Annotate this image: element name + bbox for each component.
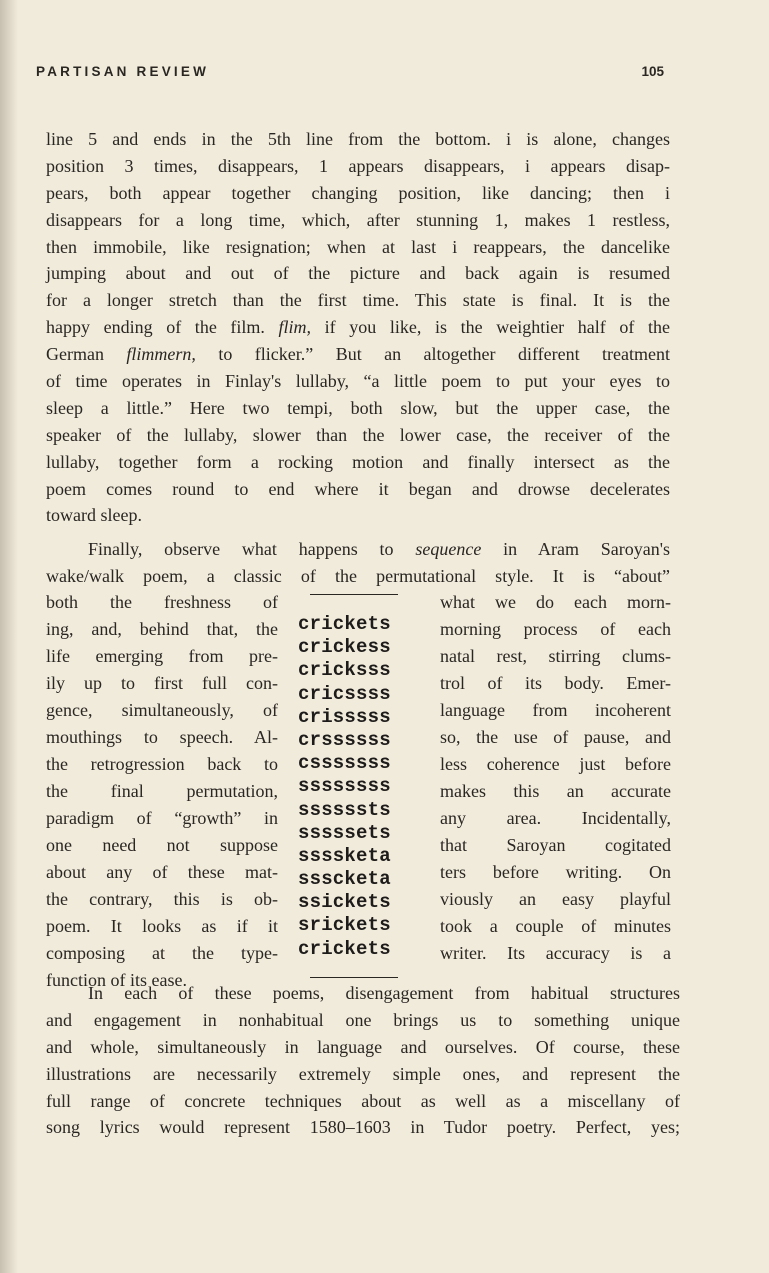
text-fragment: if you like, is the weightier half of the: [311, 317, 670, 338]
page-gutter-shadow: [0, 0, 18, 1273]
text-line: disappears for a long time, which, after stunning 1, makes 1 restless,: [46, 209, 670, 230]
text-line: took a couple of minutes: [440, 916, 671, 936]
poem-line: cricssss: [298, 682, 391, 705]
italic-term: flim,: [278, 317, 312, 338]
text-line: one need not suppose: [46, 835, 278, 855]
text-line: pears, both appear together changing position, like dancing; then i: [46, 182, 670, 203]
poem-line: ssickets: [298, 891, 391, 914]
text-line: trol of its body. Emer-: [440, 673, 671, 693]
text-line: lullaby, together form a rocking motion and finally intersect as the: [46, 451, 670, 472]
text-line: writer. Its accuracy is a: [440, 943, 671, 963]
text-line: speaker of the lullaby, slower than the lower case, the receiver of the: [46, 424, 670, 445]
text-fragment: Finally, observe what happens to: [88, 539, 416, 559]
text-line: and whole, simultaneously in language and ourselves. Of course, these: [46, 1036, 680, 1057]
text-line: both the freshness of: [46, 592, 278, 612]
text-line: ing, and, behind that, the: [46, 619, 278, 639]
journal-title: PARTISAN REVIEW: [36, 64, 210, 79]
text-line: In each of these poems, disengagement from habitual structures: [88, 983, 680, 1003]
text-line: illustrations are necessarily extremely simple ones, and represent the: [46, 1063, 680, 1084]
poem-line: ssscketa: [298, 868, 391, 891]
text-line: position 3 times, disappears, 1 appears disappears, i appears disap-: [46, 155, 670, 176]
text-line: [46, 536, 670, 563]
text-line: less coherence just before: [440, 754, 671, 774]
text-line: about any of these mat-: [46, 862, 278, 882]
text-line: the retrogression back to: [46, 754, 278, 774]
text-line: composing at the type-: [46, 943, 278, 963]
text-line: of time operates in Finlay's lullaby, “a little poem to put your eyes to: [46, 371, 670, 392]
poem-top-rule: [310, 594, 398, 595]
poem-line: ssssssts: [298, 798, 391, 821]
text-fragment: to flicker.” But an altogether different treatment: [195, 344, 671, 365]
italic-term: flimmern,: [126, 344, 196, 365]
text-line: morning process of each: [440, 619, 671, 639]
text-line: makes this an accurate: [440, 781, 671, 801]
poem-line: crickets: [298, 937, 391, 960]
poem-line: sssssets: [298, 821, 391, 844]
text-fragment: happy ending of the film.: [46, 317, 279, 338]
text-line: viously an easy playful: [440, 889, 671, 909]
text-line: gence, simultaneously, of: [46, 700, 278, 720]
text-line: ily up to first full con-: [46, 673, 278, 693]
paragraph-1: [46, 126, 670, 529]
text-line: what we do each morn-: [440, 592, 671, 612]
left-column-text: [46, 589, 278, 994]
poem-line: ssssketa: [298, 844, 391, 867]
paragraph-3: [46, 980, 680, 1141]
text-line: any area. Incidentally,: [440, 808, 671, 828]
text-line: mouthings to speech. Al-: [46, 727, 278, 747]
running-header: [36, 64, 664, 84]
text-line: [46, 341, 670, 368]
text-line: song lyrics would represent 1580–1603 in Tudor poetry. Perfect, yes;: [46, 1117, 680, 1138]
text-fragment: in Aram Saroyan's: [481, 539, 670, 559]
text-line: full range of concrete techniques about as well as a miscellany of: [46, 1090, 680, 1111]
text-line: the contrary, this is ob-: [46, 889, 278, 909]
text-line: poem comes round to end where it began and drowse decelerates: [46, 478, 670, 499]
text-fragment: German: [46, 344, 127, 365]
poem-line: csssssss: [298, 752, 391, 775]
poem-line: cricksss: [298, 659, 391, 682]
text-line: life emerging from pre-: [46, 646, 278, 666]
text-line: function of its ease.: [46, 970, 187, 990]
poem-line: crickess: [298, 636, 391, 659]
poem-line: crssssss: [298, 728, 391, 751]
text-line: ters before writing. On: [440, 862, 671, 882]
text-line: sleep a little.” Here two tempi, both slow, but the upper case, the: [46, 397, 670, 418]
page-number: 105: [641, 64, 664, 79]
text-line: and engagement in nonhabitual one brings us to something unique: [46, 1009, 680, 1030]
text-line: wake/walk poem, a classic of the permutational style. It is “about”: [46, 565, 670, 586]
poem-line: crickets: [298, 613, 391, 635]
text-line: jumping about and out of the picture and back again is resumed: [46, 263, 670, 284]
poem-line: ssssssss: [298, 775, 391, 798]
text-line: that Saroyan cogitated: [440, 835, 671, 855]
text-line: line 5 and ends in the 5th line from the bottom. i is alone, changes: [46, 129, 670, 149]
text-line: language from incoherent: [440, 700, 671, 720]
text-line: [46, 314, 670, 341]
text-line: natal rest, stirring clums-: [440, 646, 671, 666]
text-line: then immobile, like resignation; when at last i reappears, the dancelike: [46, 236, 670, 257]
italic-term: sequence: [415, 539, 482, 559]
right-column-text: [440, 589, 671, 967]
text-line: paradigm of “growth” in: [46, 808, 278, 828]
paragraph-2-intro: [46, 536, 670, 590]
text-line: the final permutation,: [46, 781, 278, 801]
text-line: for a longer stretch than the first time. This state is final. It is the: [46, 290, 670, 311]
text-line: poem. It looks as if it: [46, 916, 278, 936]
poem-line: crisssss: [298, 705, 391, 728]
text-line: toward sleep.: [46, 505, 142, 526]
crickets-poem: [298, 594, 408, 978]
poem-bottom-rule: [310, 977, 398, 978]
text-line: so, the use of pause, and: [440, 727, 671, 747]
poem-line: srickets: [298, 914, 391, 937]
